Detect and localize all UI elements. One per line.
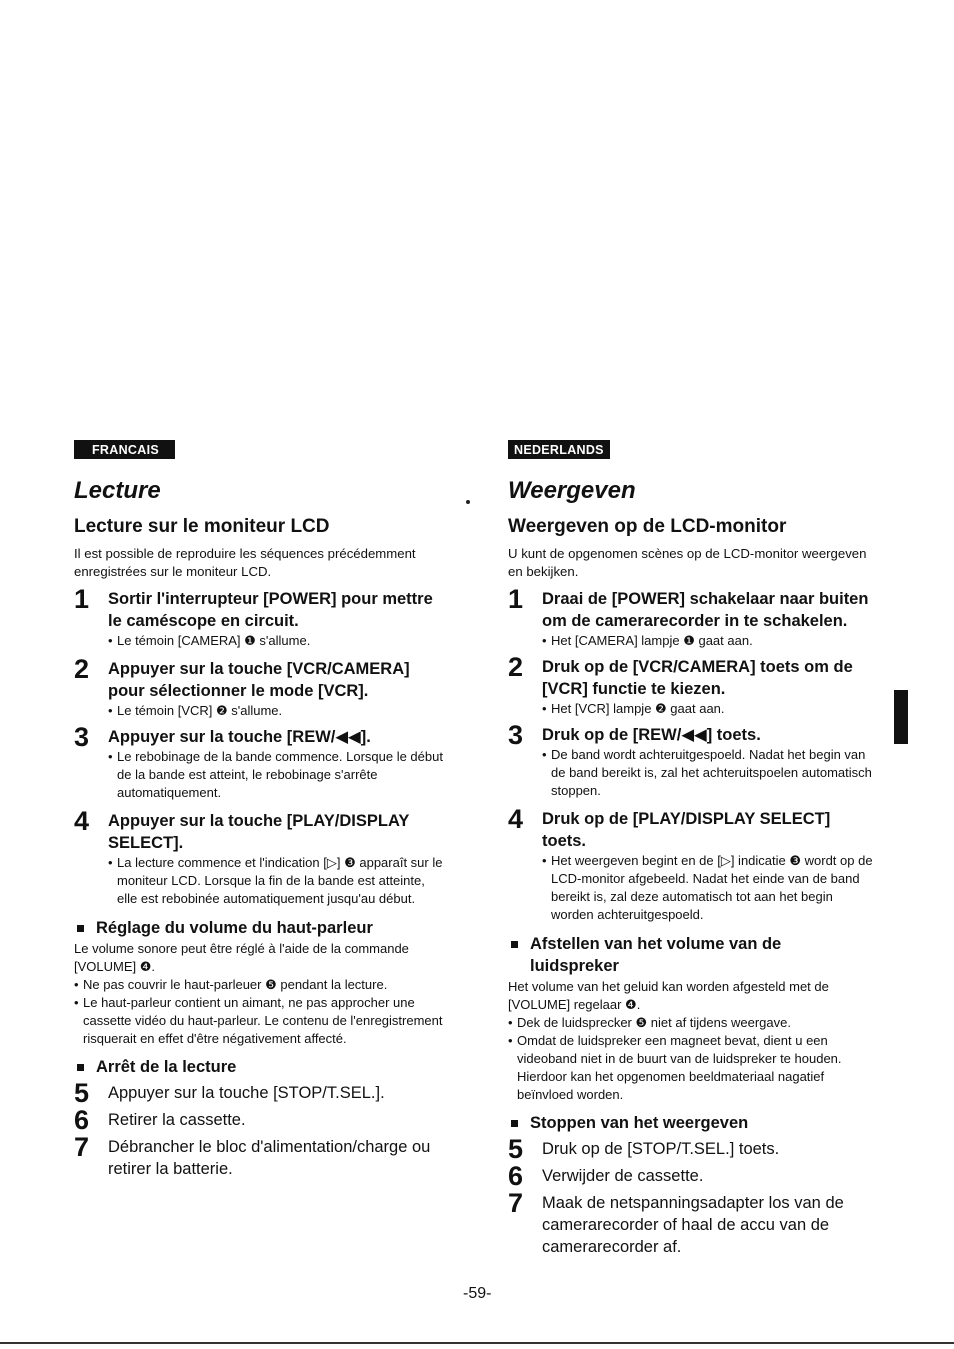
language-tag-fr: FRANCAIS [74,440,175,459]
subsection-title-nl: Weergeven op de LCD-monitor [508,516,787,537]
step-number: 4 [508,804,524,834]
step-5-fr [74,1078,446,1108]
step-text: Draai de [POWER] schakelaar naar buiten om de camerarecorder in te schakelen. [542,590,869,630]
step-text: Sortir l'interrupteur [POWER] pour mettre le caméscope en circuit. [108,590,433,630]
step-2-nl [508,652,874,718]
step-text: Druk op de [STOP/T.SEL.] toets. [542,1140,780,1158]
step-number: 7 [508,1188,524,1218]
step-text: Appuyer sur la touche [PLAY/DISPLAY SELECT]. [108,812,410,852]
step-text: Maak de netspanningsadapter los van de camerarecorder of haal de accu van de camerarecorder af. [542,1194,844,1256]
step-note: • Het [VCR] lampje ❷ gaat aan. [542,700,874,718]
volume-note: • Ne pas couvrir le haut-parleuer ❺ pendant la lecture. [74,976,446,994]
step-text: Débrancher le bloc d'alimentation/charge ou retirer la batterie. [108,1138,431,1178]
step-4-fr [74,806,446,908]
step-number: 4 [74,806,90,836]
step-note: • Le témoin [CAMERA] ❶ s'allume. [108,632,446,650]
page-number: -59- [463,1285,492,1302]
volume-note: • Omdat de luidspreker een magneet bevat, dient u een videoband niet in de buurt van de luidspreker te houden. Hierdoor kan het opgenomen beeldmateriaal nagatief beïnvloed worden. [508,1032,874,1104]
step-number: 3 [508,720,524,750]
volume-heading-fr: Réglage du volume du haut-parleur [74,917,446,939]
step-note: • Het weergeven begint en de [▷] indicatie ❸ wordt op de LCD-monitor afgebeeld. Nadat het einde van de band bereikt is, zal deze automatisch tot aan het begin worden achteruitgespoeld. [542,852,874,924]
volume-heading-nl: Afstellen van het volume van de luidspreker [508,933,874,977]
stop-heading-fr: Arrêt de la lecture [74,1056,446,1078]
step-5-nl [508,1134,874,1164]
chapter-edge-marker [894,690,908,744]
step-7-fr [74,1132,446,1180]
step-number: 6 [74,1105,90,1135]
step-number: 2 [508,652,524,682]
dutch-column [508,440,874,1258]
language-tag-nl: NEDERLANDS [508,440,610,459]
volume-note: • Le haut-parleur contient un aimant, ne pas approcher une cassette vidéo du haut-parleur. Le contenu de l'enregistrement risquerait en effet d'être négativement affecté. [74,994,446,1048]
step-number: 5 [74,1078,90,1108]
step-number: 6 [508,1161,524,1191]
step-3-fr [74,722,446,802]
step-number: 2 [74,654,90,684]
french-column [74,440,446,1180]
step-1-nl [508,584,874,650]
step-text: Druk op de [REW/◀◀] toets. [542,726,761,744]
volume-text-fr: Le volume sonore peut être réglé à l'aide de la commande [VOLUME] ❹. [74,941,409,974]
step-text: Retirer la cassette. [108,1111,246,1129]
step-text: Appuyer sur la touche [VCR/CAMERA] pour sélectionner le mode [VCR]. [108,660,410,700]
step-note: • De band wordt achteruitgespoeld. Nadat het begin van de band bereikt is, zal het achteruitspoelen automatisch stoppen. [542,746,874,800]
section-title-fr: Lecture [74,477,161,504]
step-text: Appuyer sur la touche [REW/◀◀]. [108,728,371,746]
step-4-nl [508,804,874,924]
volume-note: • Dek de luidsprecker ❺ niet af tijdens weergave. [508,1014,874,1032]
step-7-nl [508,1188,874,1258]
step-note: • Het [CAMERA] lampje ❶ gaat aan. [542,632,874,650]
step-number: 1 [74,584,90,614]
section-title-nl: Weergeven [508,477,636,504]
step-2-fr [74,654,446,720]
step-number: 3 [74,722,90,752]
step-1-fr [74,584,446,650]
stop-heading-nl: Stoppen van het weergeven [508,1112,874,1134]
intro-text-fr: Il est possible de reproduire les séquences précédemment enregistrées sur le moniteur LCD. [74,546,416,579]
step-note: • La lecture commence et l'indication [▷] ❸ apparaît sur le moniteur LCD. Lorsque la fin de la bande est atteinte, elle est rebobinée automatiquement jusqu'au début. [108,854,446,908]
step-6-fr [74,1105,446,1135]
step-text: Druk op de [VCR/CAMERA] toets om de [VCR] functie te kiezen. [542,658,853,698]
intro-text-nl: U kunt de opgenomen scènes op de LCD-monitor weergeven en bekijken. [508,546,867,579]
step-text: Druk op de [PLAY/DISPLAY SELECT] toets. [542,810,831,850]
step-text: Appuyer sur la touche [STOP/T.SEL.]. [108,1084,385,1102]
step-note: • Le témoin [VCR] ❷ s'allume. [108,702,446,720]
step-note: • Le rebobinage de la bande commence. Lorsque le début de la bande est atteint, le rebobinage s'arrête automatiquement. [108,748,446,802]
step-number: 1 [508,584,524,614]
volume-text-nl: Het volume van het geluid kan worden afgesteld met de [VOLUME] regelaar ❹. [508,979,829,1012]
bottom-rule [0,1342,954,1344]
step-number: 7 [74,1132,90,1162]
step-3-nl [508,720,874,800]
step-number: 5 [508,1134,524,1164]
stray-dot-mark [466,500,470,504]
subsection-title-fr: Lecture sur le moniteur LCD [74,516,330,537]
step-text: Verwijder de cassette. [542,1167,704,1185]
step-6-nl [508,1161,874,1191]
